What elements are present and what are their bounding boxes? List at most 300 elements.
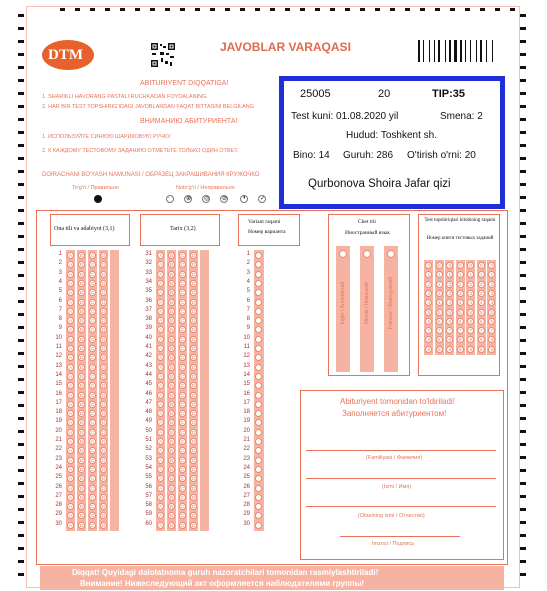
marking-wrong-label: Noto'g'ri / Неправильно <box>176 185 235 191</box>
bubble-letter: B <box>80 466 84 472</box>
bubble-letter: A <box>159 299 163 305</box>
book-number-bubble <box>488 318 495 325</box>
row-number: 2 <box>58 260 62 267</box>
timing-mark <box>520 495 526 498</box>
row-number: 29 <box>55 511 62 518</box>
variant-row-number: 30 <box>243 520 250 527</box>
bubble-letter: D <box>102 494 106 500</box>
section1-bubble <box>100 252 107 259</box>
variant-bubble <box>255 345 262 352</box>
bubble-letter: B <box>170 262 174 268</box>
bubble-letter: D <box>102 336 106 342</box>
book-digit: 5 <box>459 309 462 315</box>
variant-row-number: 28 <box>243 502 250 509</box>
section2-bubble <box>157 271 164 278</box>
bubble-letter: A <box>159 262 163 268</box>
section1-bubble <box>89 373 96 380</box>
bubble-letter: C <box>91 373 95 379</box>
bubble-letter: B <box>170 522 174 528</box>
section1-bubble <box>67 280 74 287</box>
bubble-letter: C <box>91 383 95 389</box>
book-digit: 3 <box>480 290 483 296</box>
section2-bubble <box>179 392 186 399</box>
bubble-letter: B <box>170 318 174 324</box>
timing-mark <box>18 183 24 186</box>
variant-row-number: 2 <box>246 260 250 267</box>
timing-mark <box>520 144 526 147</box>
section1-bubble <box>100 373 107 380</box>
timing-mark <box>520 391 526 394</box>
book-digit: 0 <box>480 263 483 268</box>
wrong-sample-mark: ◎ <box>204 196 210 202</box>
section2-bubble <box>168 373 175 380</box>
bubble-letter: D <box>102 476 106 482</box>
timing-mark <box>520 326 526 329</box>
instructions-line1-uz: 1. SHARIKLI HAVORANG PASTALI RUCHKADAN FOYDALANING. <box>42 94 208 100</box>
timing-mark <box>520 40 526 43</box>
section1-bubble <box>89 485 96 492</box>
book-number-bubble <box>446 290 453 297</box>
book-digit: 1 <box>480 272 483 278</box>
row-number: 10 <box>55 334 62 341</box>
bubble-letter: D <box>192 439 196 444</box>
section2-bubble <box>157 457 164 464</box>
section2-bubble <box>190 466 197 473</box>
book-digit: 1 <box>448 272 452 278</box>
book-digit: 1 <box>469 272 473 278</box>
book-number-bubble <box>467 262 474 269</box>
book-digit: 3 <box>459 290 462 296</box>
barcode-bar <box>454 40 457 62</box>
section2-bubble <box>190 345 197 352</box>
variant-row-number: 10 <box>243 334 250 341</box>
imzo-line <box>340 536 460 537</box>
book-number-bubble <box>488 346 495 353</box>
row-number: 30 <box>55 520 62 527</box>
book-number-bubble <box>457 327 464 334</box>
barcode-bar <box>480 40 482 62</box>
row-number: 33 <box>145 269 152 276</box>
bubble-letter: C <box>181 401 185 407</box>
section2-bubble <box>179 485 186 492</box>
section2-bubble <box>179 299 186 306</box>
bubble-letter: B <box>80 392 84 398</box>
variant-bubble <box>255 522 262 529</box>
bubble-letter: B <box>170 429 174 435</box>
instructions-line1-ru: 1. ИСПОЛЬЗУЙТЕ СИНЮЮ ШАРИКОВУЮ РУЧКУ. <box>42 134 172 140</box>
timing-mark <box>420 8 425 11</box>
bubble-letter: B <box>170 439 174 444</box>
bubble-letter: D <box>102 271 106 277</box>
variant-row-number: 7 <box>246 306 250 313</box>
bubble-letter: D <box>192 504 196 510</box>
section1-bubble <box>100 280 107 287</box>
book-number-bubble <box>457 309 464 316</box>
bubble-letter: D <box>102 457 106 463</box>
timing-mark <box>520 209 526 212</box>
footer-line-ru: Внимание! Нижеследующий акт оформляется наблюдателями группы! <box>80 579 365 588</box>
row-number: 22 <box>55 446 62 453</box>
book-digit: 7 <box>469 328 473 334</box>
bubble-letter: A <box>159 308 163 314</box>
row-number: 34 <box>145 278 152 285</box>
bubble-letter: D <box>192 271 196 277</box>
bubble-letter: B <box>170 280 174 286</box>
section1-bubble <box>78 392 85 399</box>
instructions-heading-ru: ВНИМАНИЮ АБИТУРИЕНТА! <box>140 118 238 125</box>
bubble-letter: B <box>80 439 84 444</box>
timing-mark <box>18 547 24 550</box>
bubble-letter: D <box>192 494 196 500</box>
section2-bubble <box>168 392 175 399</box>
section1-bubble <box>100 299 107 306</box>
bubble-letter: A <box>159 253 163 258</box>
book-number-bubble <box>425 309 432 316</box>
book-digit: 3 <box>469 290 473 296</box>
timing-mark <box>465 8 470 11</box>
bubble-letter: D <box>192 485 196 491</box>
book-number-bubble <box>446 318 453 325</box>
bubble-letter: B <box>170 513 174 519</box>
bubble-letter: B <box>80 448 84 454</box>
timing-mark <box>18 508 24 511</box>
book-digit: 6 <box>459 318 462 324</box>
bubble-letter: D <box>102 513 106 519</box>
language-label: Ingliz / Английский <box>340 281 346 325</box>
bubble-letter: C <box>181 476 185 482</box>
sheet-title: JAVOBLAR VARAQASI <box>220 40 351 54</box>
variant-row-number: 18 <box>243 409 250 416</box>
bubble-letter: A <box>159 411 163 417</box>
timing-mark <box>520 573 526 576</box>
timing-mark <box>18 66 24 69</box>
timing-mark <box>390 8 395 11</box>
bubble-letter: A <box>69 280 73 286</box>
bubble-letter: A <box>159 373 163 379</box>
section1-bubble <box>67 466 74 473</box>
bubble-letter: B <box>80 290 84 296</box>
book-digit: 5 <box>427 309 431 315</box>
bubble-letter: B <box>80 299 84 305</box>
bubble-letter: B <box>80 420 84 426</box>
section1-bubble <box>67 485 74 492</box>
book-number-bubble <box>446 346 453 353</box>
section1-bubble <box>89 401 96 408</box>
book-digit: 8 <box>438 337 441 343</box>
row-number: 53 <box>145 455 152 462</box>
timing-mark <box>18 456 24 459</box>
timing-mark <box>510 8 515 11</box>
section1-bubble <box>67 252 74 259</box>
timing-mark <box>520 534 526 537</box>
variant-row-number: 17 <box>243 399 250 406</box>
variant-bubble <box>255 457 262 464</box>
bubble-letter: B <box>80 522 84 528</box>
qr-code <box>150 42 176 68</box>
bubble-letter: C <box>91 299 95 305</box>
timing-mark <box>520 300 526 303</box>
timing-mark <box>180 8 185 11</box>
row-number: 43 <box>145 362 152 369</box>
section1-bubble <box>89 429 96 436</box>
row-number: 39 <box>145 325 152 332</box>
timing-mark <box>18 300 24 303</box>
wrong-sample-bubble <box>166 195 174 203</box>
bubble-letter: C <box>181 280 185 286</box>
timing-mark <box>520 404 526 407</box>
candidate-tip: TIP:35 <box>432 88 466 100</box>
section1-bubble <box>67 345 74 352</box>
section2-bubble <box>179 336 186 343</box>
timing-mark <box>18 209 24 212</box>
timing-mark <box>150 8 155 11</box>
bubble-letter: C <box>91 318 95 324</box>
variant-row-number: 8 <box>246 316 250 323</box>
bubble-letter: B <box>80 336 84 342</box>
bubble-letter: B <box>80 346 84 351</box>
bubble-letter: D <box>102 262 106 268</box>
section1-bubble <box>89 345 96 352</box>
bubble-letter: B <box>80 401 84 407</box>
book-digit: 7 <box>459 328 462 334</box>
bubble-letter: A <box>159 280 163 286</box>
variant-row-number: 12 <box>243 353 250 360</box>
book-number-bubble <box>488 262 495 269</box>
section1-bubble <box>89 336 96 343</box>
candidate-code: 25005 <box>300 88 331 100</box>
timing-mark <box>520 157 526 160</box>
book-number-bubble <box>436 327 443 334</box>
variant-bubble <box>255 364 262 371</box>
variant-bubble <box>255 485 262 492</box>
section1-bubble <box>89 438 96 445</box>
answer-column-stripe <box>200 250 209 531</box>
section2-bubble <box>179 457 186 464</box>
book-digit: 4 <box>427 300 431 306</box>
bubble-letter: C <box>91 439 95 444</box>
bubble-letter: B <box>80 308 84 314</box>
row-number: 40 <box>145 334 152 341</box>
bubble-letter: D <box>102 392 106 398</box>
imzo-label: Imzosi / Подпись <box>372 541 415 547</box>
bubble-letter: B <box>170 355 174 361</box>
bubble-letter: A <box>159 485 163 491</box>
barcode-bar <box>492 40 493 62</box>
bubble-letter: D <box>192 476 196 482</box>
row-number: 50 <box>145 427 152 434</box>
row-number: 32 <box>145 260 152 267</box>
bubble-letter: D <box>102 364 106 370</box>
bubble-letter: B <box>170 476 174 482</box>
book-number-bubble <box>478 271 485 278</box>
book-digit: 9 <box>459 346 462 352</box>
bubble-letter: D <box>192 392 196 398</box>
bubble-letter: D <box>192 355 196 361</box>
bubble-letter: B <box>170 383 174 389</box>
bubble-letter: B <box>80 383 84 389</box>
bubble-letter: C <box>181 392 185 398</box>
timing-mark <box>18 131 24 134</box>
bubble-letter: A <box>159 271 163 277</box>
bubble-letter: C <box>91 401 95 407</box>
timing-mark <box>330 8 335 11</box>
variant-bubble <box>255 280 262 287</box>
section1-bubble <box>100 345 107 352</box>
variant-bubble <box>255 336 262 343</box>
row-number: 27 <box>55 492 62 499</box>
bubble-letter: D <box>102 373 106 379</box>
bubble-letter: B <box>170 299 174 305</box>
book-number-bubble <box>436 336 443 343</box>
book-number-bubble <box>457 290 464 297</box>
timing-mark <box>520 443 526 446</box>
bubble-letter: C <box>91 420 95 426</box>
timing-mark <box>18 27 24 30</box>
wrong-sample-mark: ✓ <box>260 196 266 202</box>
bubble-letter: C <box>181 327 185 333</box>
row-number: 11 <box>55 344 62 350</box>
row-number: 8 <box>58 316 62 323</box>
bubble-letter: C <box>181 513 185 519</box>
section2-bubble <box>157 299 164 306</box>
bubble-letter: A <box>69 485 73 491</box>
answer-column-stripe <box>110 250 119 531</box>
bubble-letter: C <box>181 271 185 277</box>
barcode-bar <box>449 40 451 62</box>
section2-bubble <box>168 364 175 371</box>
section1-bubble <box>67 429 74 436</box>
bubble-letter: C <box>91 290 95 296</box>
section2-bubble <box>168 252 175 259</box>
section1-bubble <box>67 438 74 445</box>
instructions-line2-uz: 2. HAR BIR TEST TOPSHIRIG'IDAGI JAVOBLARDAN FAQAT BITTASINI BELGILANG <box>42 104 255 110</box>
bubble-letter: C <box>91 346 95 351</box>
book-digit: 2 <box>438 281 441 287</box>
book-number-bubble <box>436 290 443 297</box>
timing-mark <box>165 8 170 11</box>
language-bubble <box>363 250 371 258</box>
timing-mark <box>405 8 410 11</box>
timing-mark <box>18 417 24 420</box>
bubble-letter: C <box>91 308 95 314</box>
bubble-letter: A <box>159 290 163 296</box>
bubble-letter: C <box>181 457 185 463</box>
row-number: 21 <box>55 437 62 443</box>
section1-bubble <box>78 522 85 529</box>
section1-bubble <box>67 299 74 306</box>
bubble-letter: C <box>181 373 185 379</box>
bubble-letter: D <box>102 383 106 389</box>
bubble-letter: D <box>192 383 196 389</box>
bubble-letter: B <box>170 253 174 258</box>
timing-mark <box>18 573 24 576</box>
timing-mark <box>520 417 526 420</box>
barcode <box>418 40 510 62</box>
bubble-letter: A <box>159 420 163 426</box>
section1-bubble <box>67 457 74 464</box>
row-number: 4 <box>58 278 62 285</box>
section2-bubble <box>190 271 197 278</box>
bubble-letter: C <box>181 494 185 500</box>
variant-row-number: 13 <box>243 362 250 369</box>
book-digit: 0 <box>469 263 473 268</box>
bubble-letter: B <box>170 364 174 370</box>
bubble-letter: A <box>69 429 73 435</box>
bubble-letter: D <box>192 522 196 528</box>
section2-bubble <box>179 252 186 259</box>
bubble-letter: B <box>80 411 84 417</box>
book-digit: 8 <box>448 337 452 343</box>
row-number: 41 <box>145 344 152 350</box>
row-number: 9 <box>58 325 62 332</box>
foreign-label-uz: Chet tili <box>358 219 376 225</box>
timing-mark <box>300 8 305 11</box>
section1-bubble <box>100 485 107 492</box>
timing-mark <box>18 92 24 95</box>
section2-bubble <box>157 429 164 436</box>
section2-bubble <box>190 299 197 306</box>
variant-row-number: 29 <box>243 511 250 518</box>
row-number: 25 <box>55 474 62 481</box>
bubble-letter: C <box>181 364 185 370</box>
section2-bubble <box>179 429 186 436</box>
foreign-label-ru: Иностранный язык <box>345 230 390 236</box>
book-number-bubble <box>478 281 485 288</box>
section2-bubble <box>157 280 164 287</box>
row-number: 14 <box>55 371 62 378</box>
row-number: 46 <box>145 390 152 397</box>
book-number-bubble <box>457 262 464 269</box>
timing-mark <box>520 521 526 524</box>
bubble-letter: A <box>159 318 163 324</box>
bubble-letter: C <box>181 429 185 435</box>
variant-row-number: 16 <box>243 390 250 397</box>
timing-mark <box>18 313 24 316</box>
bubble-letter: A <box>69 290 73 296</box>
section1-bubble <box>89 466 96 473</box>
row-number: 38 <box>145 316 152 323</box>
timing-mark <box>520 53 526 56</box>
bubble-letter: B <box>80 318 84 324</box>
book-digit: 8 <box>490 337 494 343</box>
barcode-bar <box>470 40 471 62</box>
variant-bubble <box>255 438 262 445</box>
bubble-letter: A <box>159 476 163 482</box>
bubble-letter: B <box>170 327 174 333</box>
timing-mark <box>520 430 526 433</box>
section2-bubble <box>190 280 197 287</box>
book-digit: 1 <box>490 272 494 278</box>
timing-mark <box>18 118 24 121</box>
book-number-bubble <box>425 281 432 288</box>
book-digit: 4 <box>448 300 452 306</box>
bubble-letter: A <box>69 364 73 370</box>
timing-mark <box>18 404 24 407</box>
bubble-letter: A <box>159 327 163 333</box>
timing-mark <box>60 8 65 11</box>
timing-mark <box>195 8 200 11</box>
book-digit: 9 <box>438 346 441 352</box>
bubble-letter: A <box>159 401 163 407</box>
timing-mark <box>520 261 526 264</box>
bubble-letter: A <box>69 401 73 407</box>
timing-mark <box>225 8 230 11</box>
candidate-guruh: Guruh: 286 <box>343 150 394 161</box>
bubble-letter: D <box>102 308 106 314</box>
bubble-letter: D <box>192 373 196 379</box>
bubble-letter: B <box>170 336 174 342</box>
row-number: 1 <box>58 251 62 257</box>
